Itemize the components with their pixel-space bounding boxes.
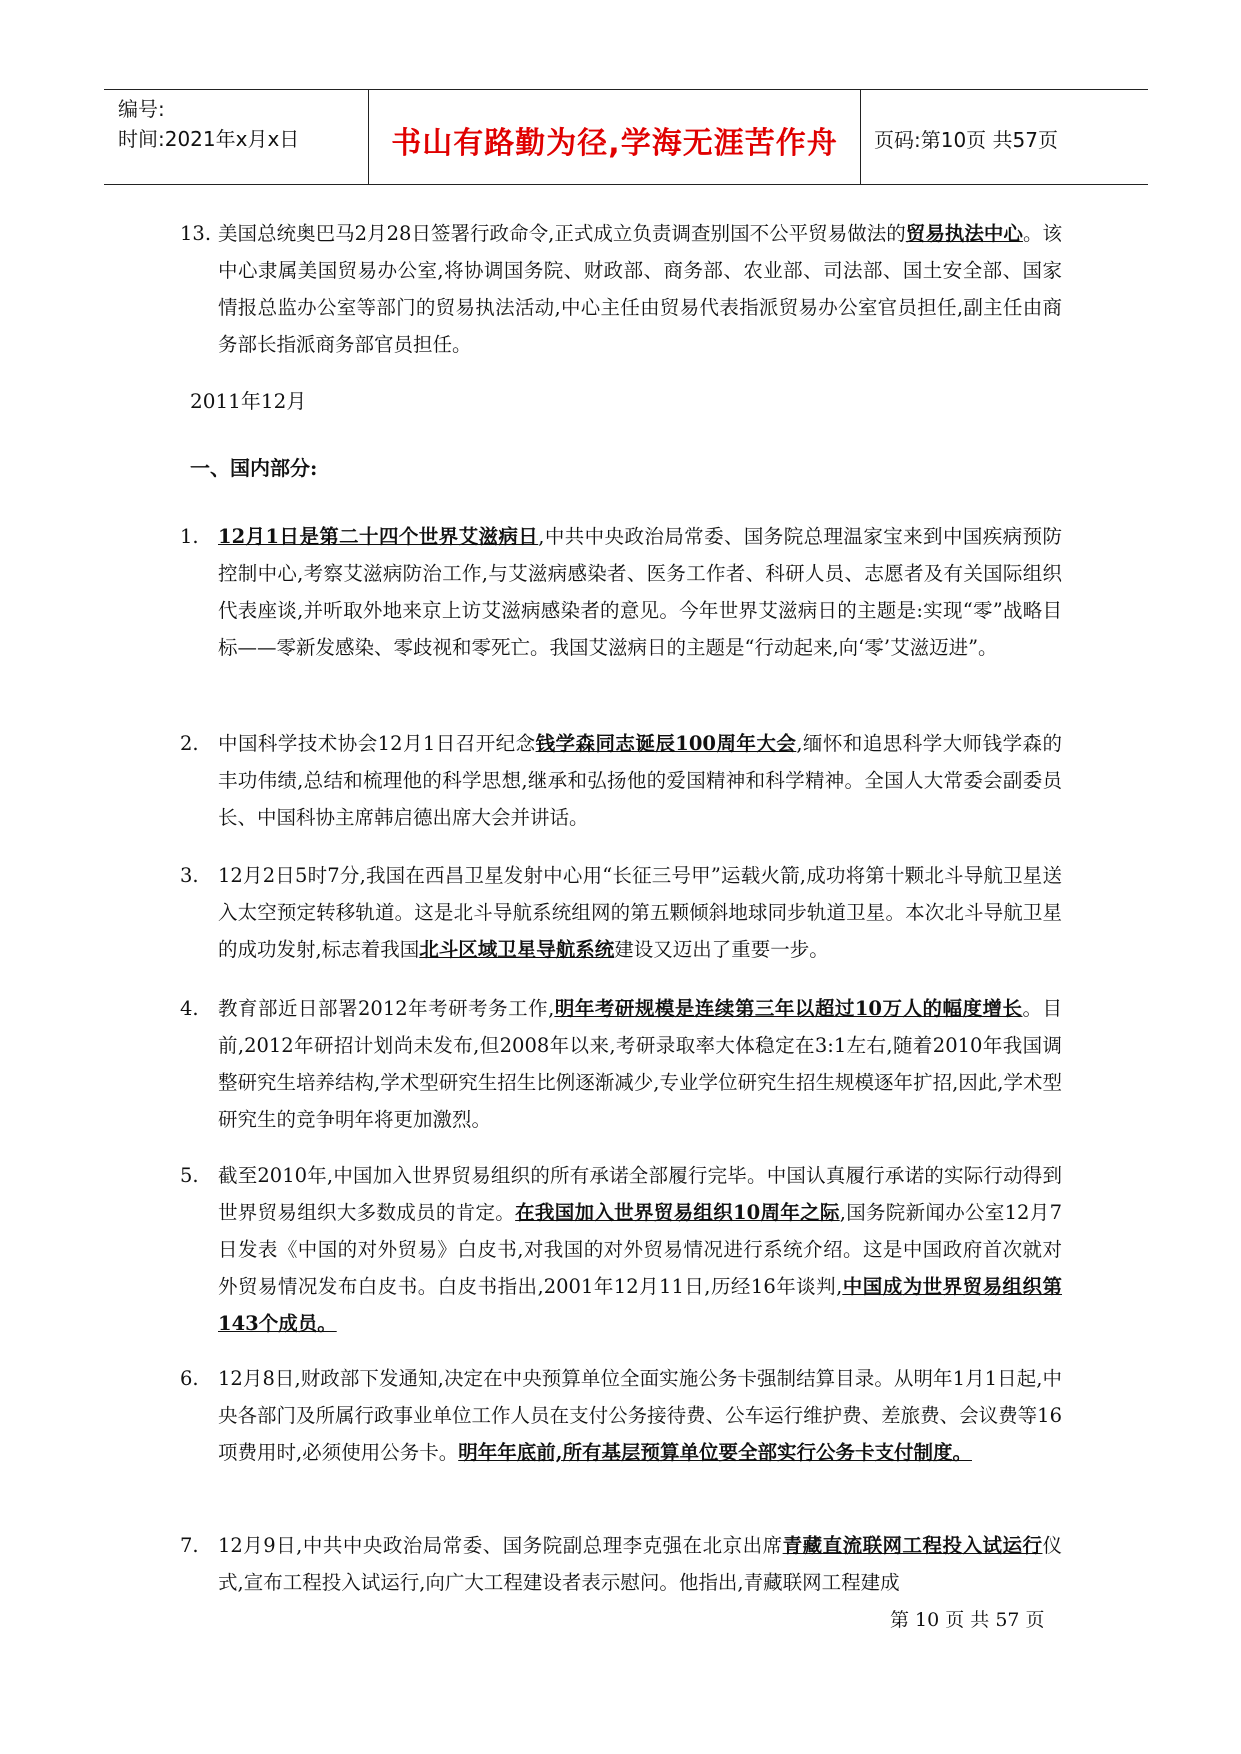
item-number: 5. — [180, 1164, 199, 1187]
item-text — [218, 215, 1062, 363]
item-text-highlight: 在我国加入世界贸易组织10周年之际 — [515, 1201, 840, 1224]
item-text-plain: 12月2日5时7分,我国在西昌卫星发射中心用“长征三号甲”运载火箭,成功将第十颗北斗导航卫星送入太空预定转移轨道。这是北斗导航系统组网的第五颗倾斜地球同步轨道卫星。本次北斗导航卫星的成功发射,标志着我国 — [218, 864, 1062, 961]
item-text-plain: 建设又迈出了重要一步。 — [614, 938, 829, 961]
item-text-highlight: 钱学森同志诞辰100周年大会 — [535, 732, 797, 755]
item-text-plain: 美国总统奥巴马2月28日签署行政命令,正式成立负责调查别国不公平贸易做法的 — [218, 222, 906, 245]
item-text-highlight: 12月1日是第二十四个世界艾滋病日 — [218, 525, 539, 548]
item-text-highlight: 北斗区域卫星导航系统 — [419, 938, 615, 961]
list-item — [180, 857, 1062, 968]
item-text — [218, 857, 1062, 968]
section-heading: 一、国内部分: — [190, 456, 318, 480]
item-text — [218, 518, 1062, 666]
item-text — [218, 1157, 1062, 1342]
item-text — [218, 1527, 1062, 1601]
item-number: 13. — [180, 222, 212, 245]
item-text — [218, 990, 1062, 1138]
list-item — [180, 1360, 1062, 1471]
item-number: 2. — [180, 732, 199, 755]
item-text-plain: 。目前,2012年研招计划尚未发布,但2008年以来,考研录取率大体稳定在3:1左右,随着2010年我国调整研究生培养结构,学术型研究生招生比例逐渐减少,专业学位研究生招生规模逐年扩招,因此,学术型研究生的竞争明年将更加激烈。 — [218, 997, 1063, 1131]
list-item — [180, 215, 1062, 363]
item-text-highlight: 贸易执法中心 — [905, 222, 1023, 245]
header-meta — [118, 94, 299, 154]
item-text-highlight: 中国成为世界贸易组织第143个成员。 — [218, 1275, 1062, 1335]
header-motto: 书山有路勤为径,学海无涯苦作舟 — [391, 126, 838, 161]
list-item — [180, 990, 1062, 1138]
item-text-plain: ,国务院新闻办公室12月7日发表《中国的对外贸易》白皮书,对我国的对外贸易情况进行系统介绍。这是中国政府首次就对外贸易情况发布白皮书。白皮书指出,2001年12月11日,历经16年谈判, — [218, 1201, 1062, 1298]
item-text-plain: 。该中心隶属美国贸易办公室,将协调国务院、财政部、商务部、农业部、司法部、国土安全部、国家情报总监办公室等部门的贸易执法活动,中心主任由贸易代表指派贸易办公室官员担任,副主任由商务部长指派商务部官员担任。 — [218, 222, 1062, 356]
list-item — [180, 725, 1062, 836]
date-heading: 2011年12月 — [190, 389, 307, 413]
item-text-highlight: 明年年底前,所有基层预算单位要全部实行公务卡支付制度。 — [458, 1441, 972, 1464]
list-item — [180, 1527, 1062, 1601]
page-footer: 第 10 页 共 57 页 — [890, 1609, 1045, 1631]
item-text-plain: 仪式,宣布工程投入试运行,向广大工程建设者表示慰问。他指出,青藏联网工程建成 — [218, 1534, 1062, 1594]
item-text-plain: ,中共中央政治局常委、国务院总理温家宝来到中国疾病预防控制中心,考察艾滋病防治工作,与艾滋病感染者、医务工作者、科研人员、志愿者及有关国际组织代表座谈,并听取外地来京上访艾滋病感染者的意见。今年世界艾滋病日的主题是:实现“零”战略目标——零新发感染、零歧视和零死亡。我国艾滋病日的主题是“行动起来,向‘零’艾滋迈进”。 — [218, 525, 1062, 659]
item-number: 6. — [180, 1367, 199, 1390]
header-page-label: 页码:第10页 共57页 — [874, 128, 1058, 152]
item-text-plain: 12月9日,中共中央政治局常委、国务院副总理李克强在北京出席 — [218, 1534, 783, 1557]
list-item — [180, 518, 1062, 666]
header-divider-right — [860, 90, 861, 184]
doc-number-label: 编号: — [118, 97, 165, 121]
item-text-plain: 中国科学技术协会12月1日召开纪念 — [218, 732, 536, 755]
item-number: 3. — [180, 864, 199, 887]
item-text-plain: 12月8日,财政部下发通知,决定在中央预算单位全面实施公务卡强制结算目录。从明年1月1日起,中央各部门及所属行政事业单位工作人员在支付公务接待费、公车运行维护费、差旅费、会议费等16项费用时,必须使用公务卡。 — [218, 1367, 1062, 1464]
item-number: 4. — [180, 997, 199, 1020]
page-header — [104, 89, 1148, 185]
item-text-plain: ,缅怀和追思科学大师钱学森的丰功伟绩,总结和梳理他的科学思想,继承和弘扬他的爱国精神和科学精神。全国人大常委会副委员长、中国科协主席韩启德出席大会并讲话。 — [218, 732, 1062, 829]
item-text — [218, 725, 1062, 836]
item-text-highlight: 青藏直流联网工程投入试运行 — [782, 1534, 1043, 1557]
time-label: 时间:2021年x月x日 — [118, 127, 300, 151]
item-text-plain: 截至2010年,中国加入世界贸易组织的所有承诺全部履行完毕。中国认真履行承诺的实际行动得到世界贸易组织大多数成员的肯定。 — [218, 1164, 1062, 1224]
item-number: 1. — [180, 525, 199, 548]
item-text-highlight: 明年考研规模是连续第三年以超过10万人的幅度增长 — [554, 997, 1023, 1020]
list-item — [180, 1157, 1062, 1342]
item-text — [218, 1360, 1062, 1471]
item-number: 7. — [180, 1534, 199, 1557]
item-text-plain: 教育部近日部署2012年考研考务工作, — [218, 997, 555, 1020]
